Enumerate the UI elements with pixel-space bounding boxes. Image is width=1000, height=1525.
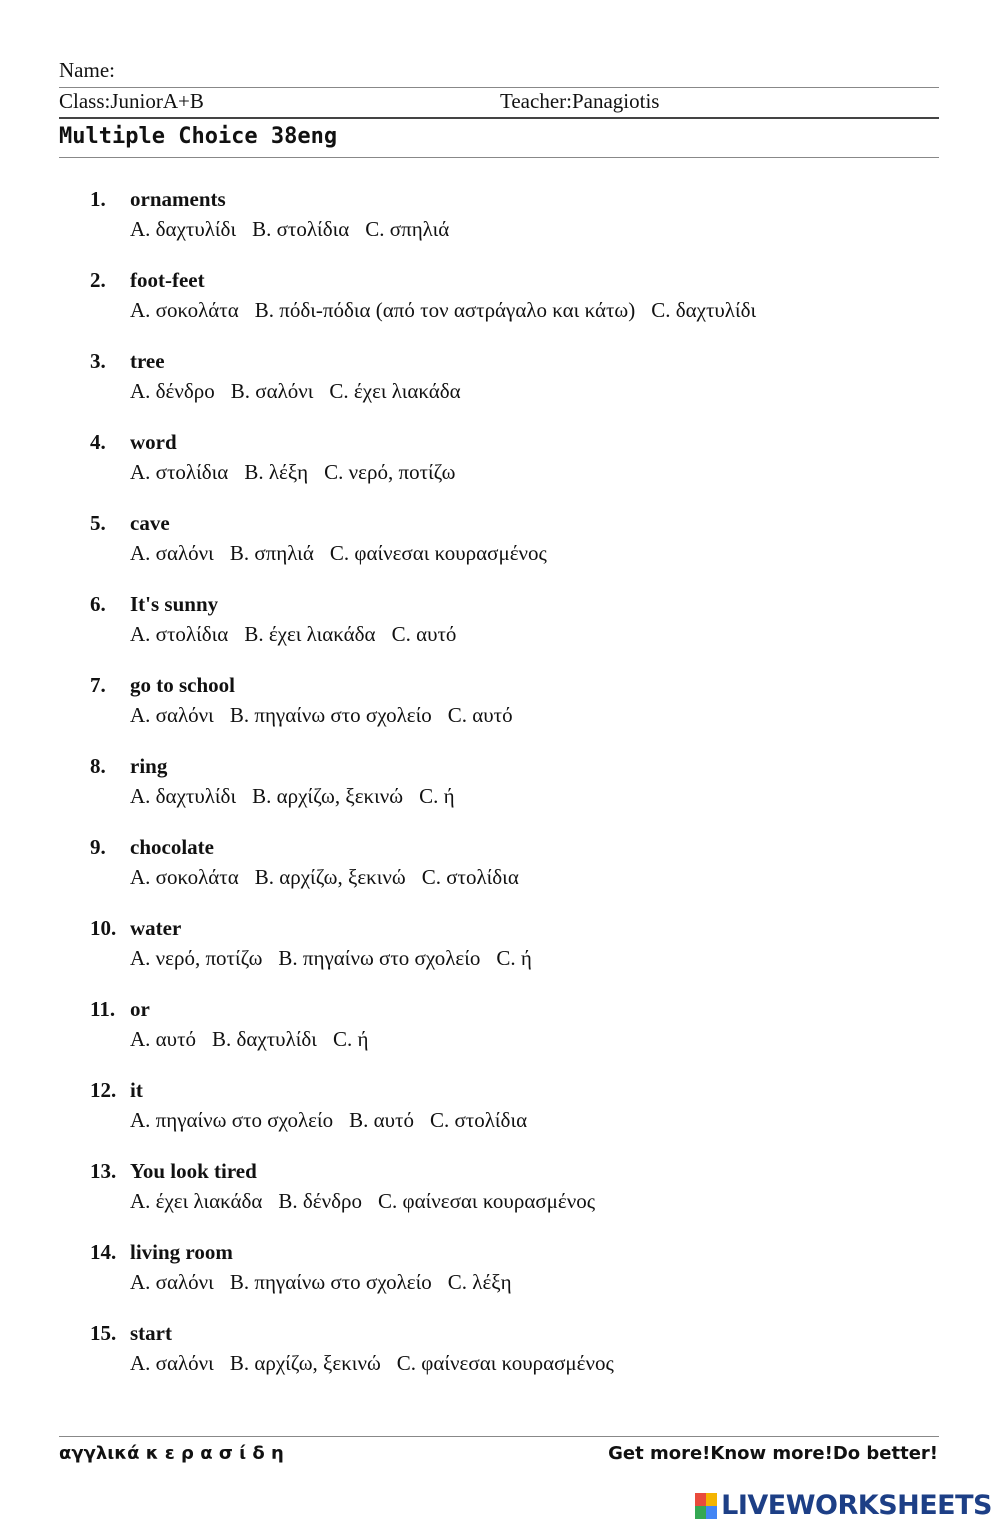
question-item	[90, 994, 950, 1075]
question-number: 14.	[90, 1240, 117, 1264]
answer-option[interactable]: C. στολίδια	[429, 1108, 528, 1132]
question-term: or	[130, 997, 150, 1021]
answer-option[interactable]: C. ή	[332, 1027, 369, 1051]
question-term: ring	[130, 754, 168, 778]
answer-option[interactable]: C. φαίνεσαι κουρασμένος	[396, 1351, 614, 1375]
answer-option[interactable]: A. πηγαίνω στο σχολείο	[130, 1108, 334, 1132]
question-term: water	[130, 916, 182, 940]
question-line	[90, 1318, 950, 1348]
answer-option[interactable]: B. πηγαίνω στο σχολείο	[278, 946, 481, 970]
divider	[59, 157, 939, 158]
answer-options	[90, 1186, 950, 1216]
question-line	[90, 589, 950, 619]
question-term: go to school	[130, 673, 235, 697]
answer-options	[90, 862, 950, 892]
question-number: 7.	[90, 673, 106, 697]
answer-options	[90, 214, 950, 244]
question-number: 13.	[90, 1159, 117, 1183]
question-term: start	[130, 1321, 172, 1345]
question-item	[90, 751, 950, 832]
brand-name: LIVEWORKSHEETS	[721, 1490, 992, 1521]
answer-options	[90, 1024, 950, 1054]
question-item	[90, 508, 950, 589]
answer-option[interactable]: C. φαίνεσαι κουρασμένος	[329, 541, 547, 565]
answer-option[interactable]: C. στολίδια	[421, 865, 519, 889]
answer-option[interactable]: B. στολίδια	[252, 217, 350, 241]
question-term: chocolate	[130, 835, 214, 859]
page-title: Multiple Choice 38eng	[59, 124, 338, 149]
class-label: Class:JuniorA+B	[59, 89, 204, 113]
answer-option[interactable]: B. πηγαίνω στο σχολείο	[229, 703, 432, 727]
question-term: foot-feet	[130, 268, 205, 292]
answer-option[interactable]: B. πηγαίνω στο σχολείο	[229, 1270, 432, 1294]
answer-option[interactable]: A. έχει λιακάδα	[130, 1189, 263, 1213]
teacher-label: Teacher:Panagiotis	[500, 89, 660, 113]
liveworksheets-logo[interactable]	[695, 1490, 992, 1521]
question-item	[90, 265, 950, 346]
question-number: 8.	[90, 754, 106, 778]
question-term: You look tired	[130, 1159, 257, 1183]
answer-option[interactable]: B. λέξη	[244, 460, 309, 484]
question-term: living room	[130, 1240, 233, 1264]
answer-options	[90, 781, 950, 811]
question-item	[90, 1237, 950, 1318]
question-number: 4.	[90, 430, 106, 454]
footer-divider	[59, 1436, 939, 1437]
question-item	[90, 670, 950, 751]
divider	[59, 117, 939, 119]
answer-options	[90, 1105, 950, 1135]
answer-option[interactable]: C. φαίνεσαι κουρασμένος	[378, 1189, 596, 1213]
answer-options	[90, 457, 950, 487]
answer-option[interactable]: A. σαλόνι	[130, 1351, 214, 1375]
answer-option[interactable]: B. σπηλιά	[229, 541, 314, 565]
question-number: 10.	[90, 916, 117, 940]
footer-left-text: αγγλικά κ ε ρ α σ ί δ η	[59, 1443, 284, 1464]
question-item	[90, 589, 950, 670]
question-term: cave	[130, 511, 170, 535]
answer-option[interactable]: A. σαλόνι	[130, 1270, 214, 1294]
question-list	[90, 184, 950, 1399]
logo-square	[695, 1506, 706, 1519]
answer-option[interactable]: B. αυτό	[349, 1108, 414, 1132]
question-item	[90, 427, 950, 508]
answer-options	[90, 700, 950, 730]
question-line	[90, 184, 950, 214]
question-term: word	[130, 430, 177, 454]
class-row	[59, 89, 939, 114]
answer-options	[90, 1267, 950, 1297]
answer-options	[90, 538, 950, 568]
answer-option[interactable]: B. πόδι-πόδια (από τον αστράγαλο και κάτω)	[254, 298, 636, 322]
question-number: 6.	[90, 592, 106, 616]
answer-option[interactable]: A. στολίδια	[130, 460, 229, 484]
question-item	[90, 1075, 950, 1156]
question-line	[90, 427, 950, 457]
logo-square	[695, 1493, 706, 1506]
answer-option[interactable]: A. δαχτυλίδι	[130, 784, 237, 808]
question-line	[90, 1237, 950, 1267]
answer-option[interactable]: A. σαλόνι	[130, 541, 214, 565]
answer-option[interactable]: C. έχει λιακάδα	[329, 379, 461, 403]
question-number: 12.	[90, 1078, 117, 1102]
answer-options	[90, 1348, 950, 1378]
answer-option[interactable]: C. δαχτυλίδι	[651, 298, 757, 322]
answer-option[interactable]: B. έχει λιακάδα	[244, 622, 376, 646]
question-number: 2.	[90, 268, 106, 292]
question-line	[90, 751, 950, 781]
answer-option[interactable]: B. δένδρο	[278, 1189, 362, 1213]
answer-option[interactable]: C. σπηλιά	[365, 217, 450, 241]
question-line	[90, 994, 950, 1024]
question-term: it	[130, 1078, 143, 1102]
question-item	[90, 1156, 950, 1237]
answer-options	[90, 943, 950, 973]
question-number: 1.	[90, 187, 106, 211]
question-item	[90, 913, 950, 994]
answer-option[interactable]: C. ή	[496, 946, 532, 970]
answer-option[interactable]: A. νερό, ποτίζω	[130, 946, 263, 970]
question-term: ornaments	[130, 187, 226, 211]
answer-option[interactable]: A. δένδρο	[130, 379, 215, 403]
question-line	[90, 265, 950, 295]
answer-options	[90, 295, 950, 325]
answer-option[interactable]: C. αυτό	[447, 703, 513, 727]
answer-option[interactable]: B. αρχίζω, ξεκινώ	[229, 1351, 381, 1375]
question-line	[90, 508, 950, 538]
question-number: 9.	[90, 835, 106, 859]
question-number: 15.	[90, 1321, 117, 1345]
question-item	[90, 184, 950, 265]
question-line	[90, 1156, 950, 1186]
question-line	[90, 670, 950, 700]
logo-icon	[695, 1493, 717, 1519]
answer-option[interactable]: A. σαλόνι	[130, 703, 214, 727]
divider	[59, 87, 939, 88]
answer-option[interactable]: C. λέξη	[447, 1270, 512, 1294]
question-item	[90, 1318, 950, 1399]
question-line	[90, 913, 950, 943]
answer-option[interactable]: A. δαχτυλίδι	[130, 217, 237, 241]
logo-square	[706, 1493, 717, 1506]
answer-options	[90, 619, 950, 649]
question-line	[90, 346, 950, 376]
answer-option[interactable]: C. νερό, ποτίζω	[324, 460, 456, 484]
answer-option[interactable]: A. σοκολάτα	[130, 865, 239, 889]
answer-option[interactable]: A. στολίδια	[130, 622, 229, 646]
answer-option[interactable]: A. σοκολάτα	[130, 298, 239, 322]
question-line	[90, 832, 950, 862]
answer-option[interactable]: B. δαχτυλίδι	[212, 1027, 317, 1051]
question-number: 3.	[90, 349, 106, 373]
question-line	[90, 1075, 950, 1105]
answer-option[interactable]: C. αυτό	[391, 622, 457, 646]
question-number: 11.	[90, 997, 116, 1021]
answer-option[interactable]: B. αρχίζω, ξεκινώ	[254, 865, 406, 889]
question-item	[90, 346, 950, 427]
question-term: tree	[130, 349, 165, 373]
name-row	[59, 58, 939, 83]
question-item	[90, 832, 950, 913]
logo-square	[706, 1506, 717, 1519]
answer-option[interactable]: B. σαλόνι	[230, 379, 314, 403]
answer-option[interactable]: B. αρχίζω, ξεκινώ	[252, 784, 404, 808]
answer-option[interactable]: C. ή	[419, 784, 455, 808]
answer-option[interactable]: A. αυτό	[130, 1027, 197, 1051]
question-number: 5.	[90, 511, 106, 535]
name-label: Name:	[59, 58, 115, 82]
question-term: It's sunny	[130, 592, 219, 616]
answer-options	[90, 376, 950, 406]
footer-slogan: Get more!Know more!Do better!	[608, 1443, 938, 1464]
